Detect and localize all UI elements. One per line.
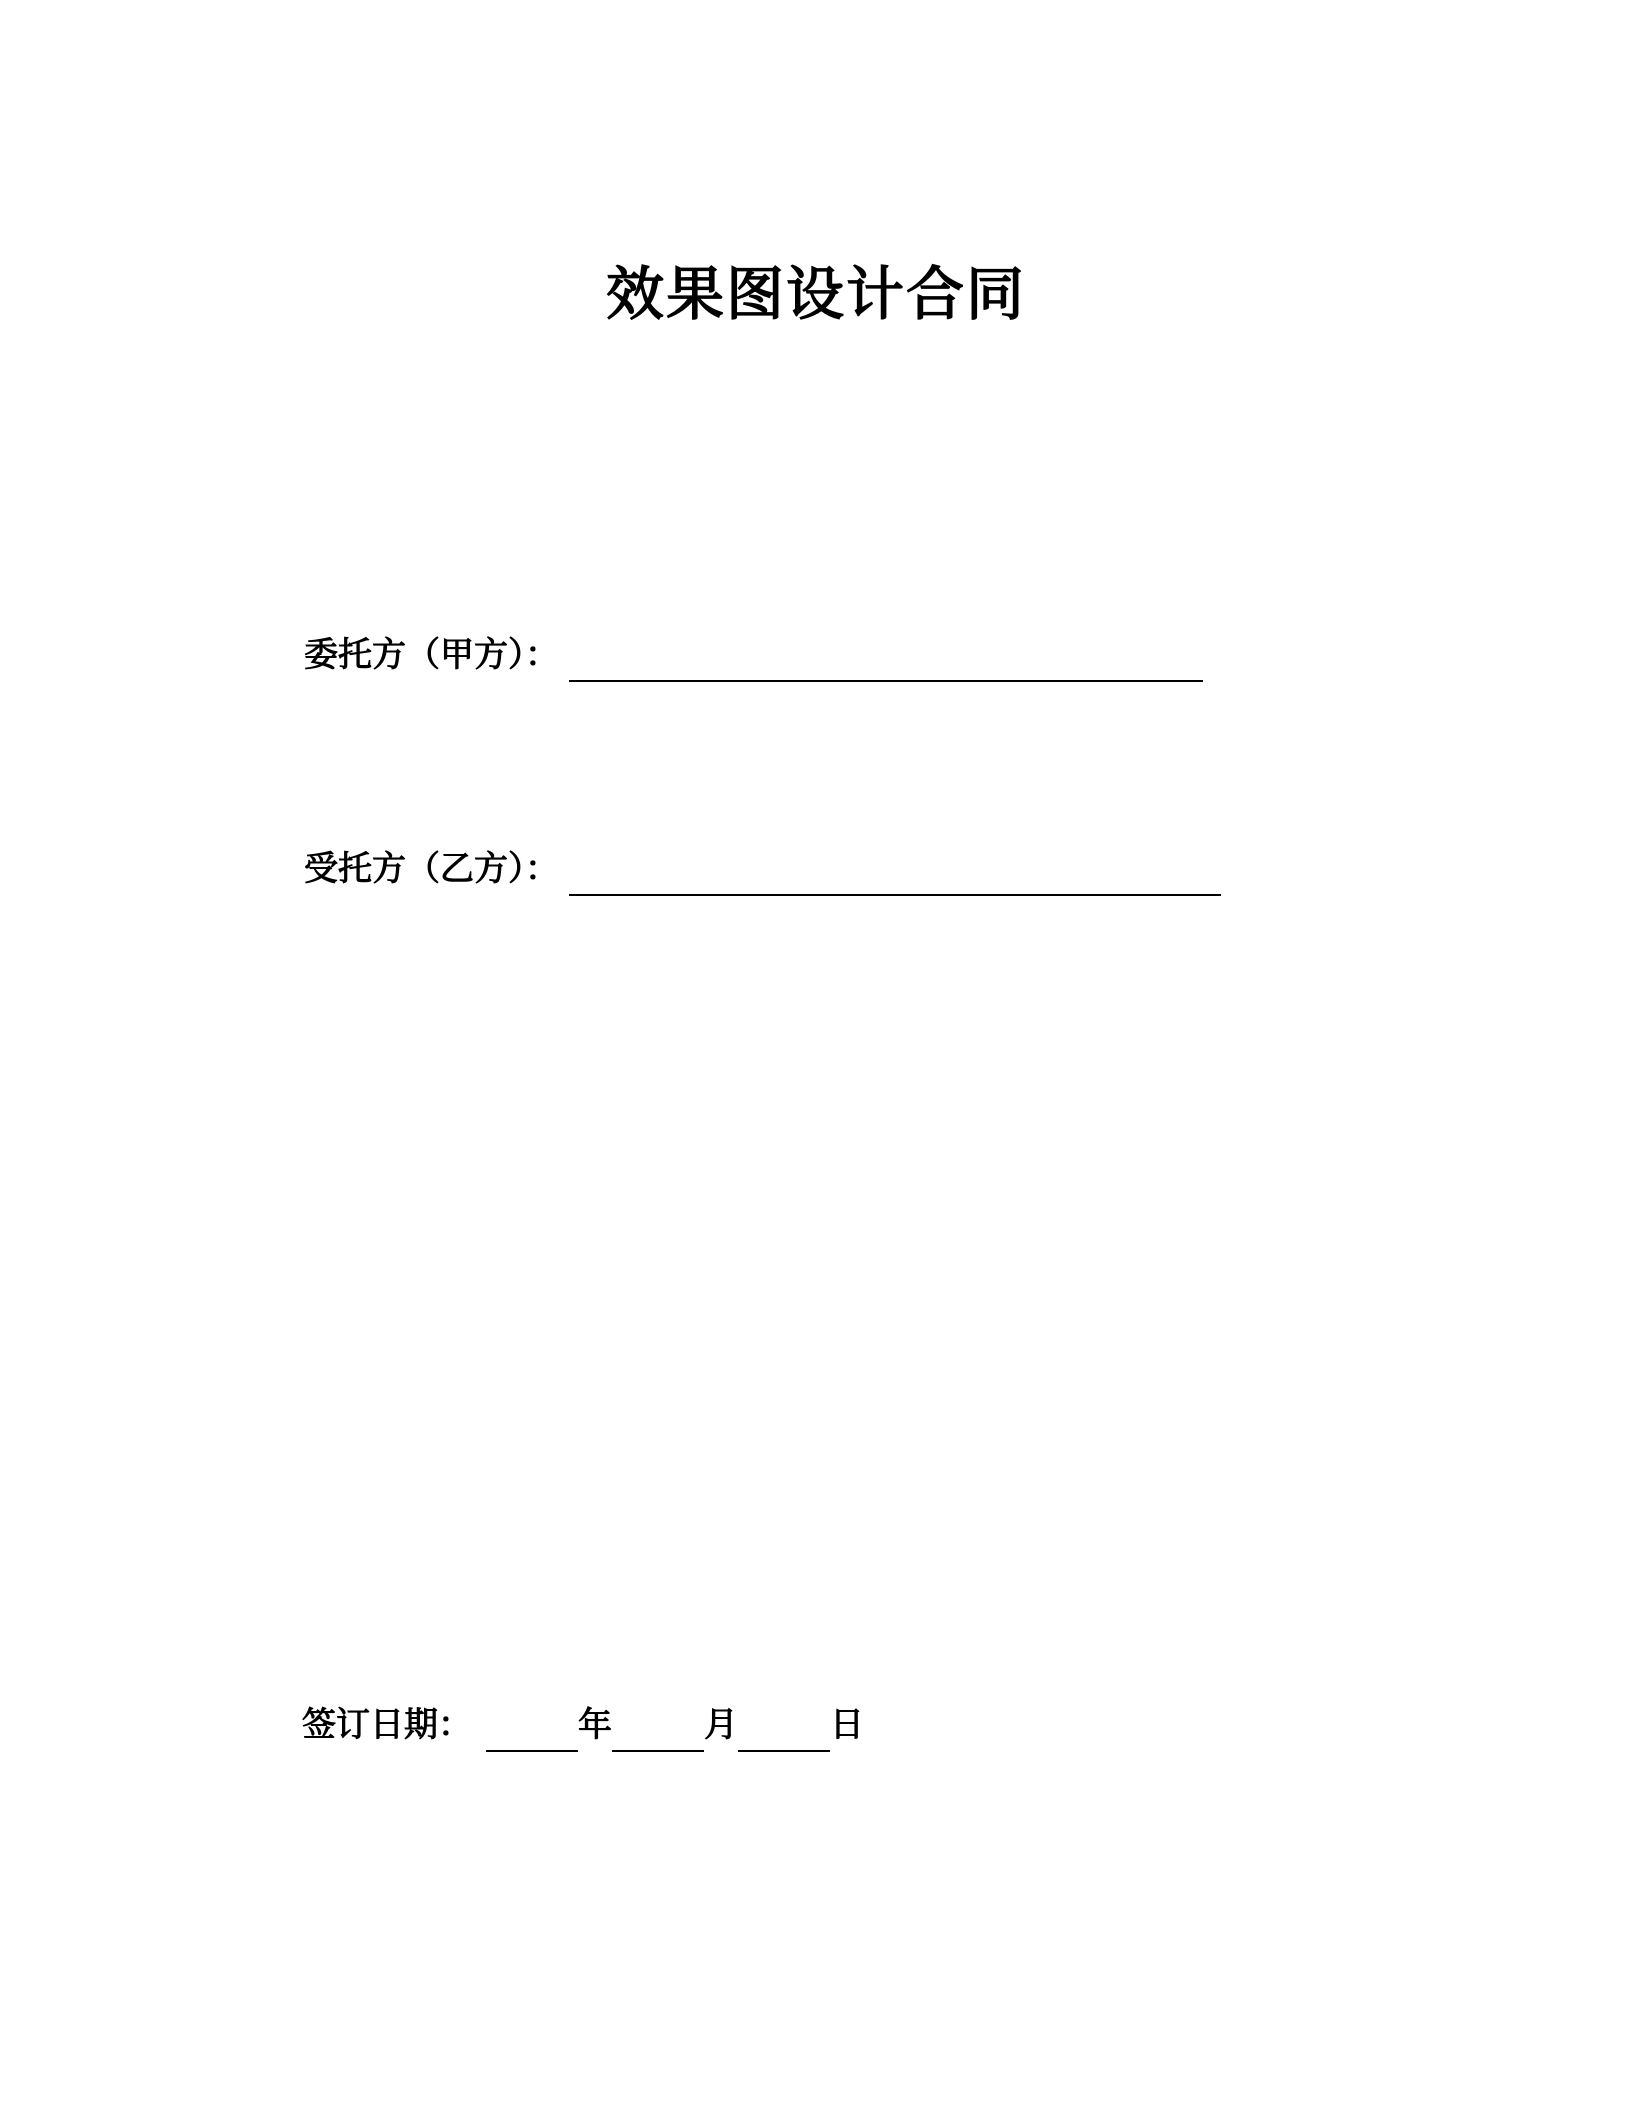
- year-label: 年: [578, 1705, 612, 1745]
- day-blank-line: [738, 1706, 830, 1752]
- party-a-row: [304, 632, 1203, 678]
- day-label: 日: [830, 1705, 864, 1745]
- party-b-label: 受托方（乙方）：: [304, 849, 559, 889]
- page-title: 效果图设计合同: [605, 260, 1026, 328]
- party-a-label: 委托方（甲方）：: [304, 635, 559, 675]
- party-a-blank-line: [569, 636, 1203, 682]
- year-blank-line: [486, 1706, 578, 1752]
- signing-date-label: 签订日期：: [302, 1705, 472, 1745]
- signing-date-row: [302, 1702, 864, 1748]
- party-b-blank-line: [569, 850, 1221, 896]
- month-blank-line: [612, 1706, 704, 1752]
- party-b-row: [304, 846, 1221, 892]
- month-label: 月: [704, 1705, 738, 1745]
